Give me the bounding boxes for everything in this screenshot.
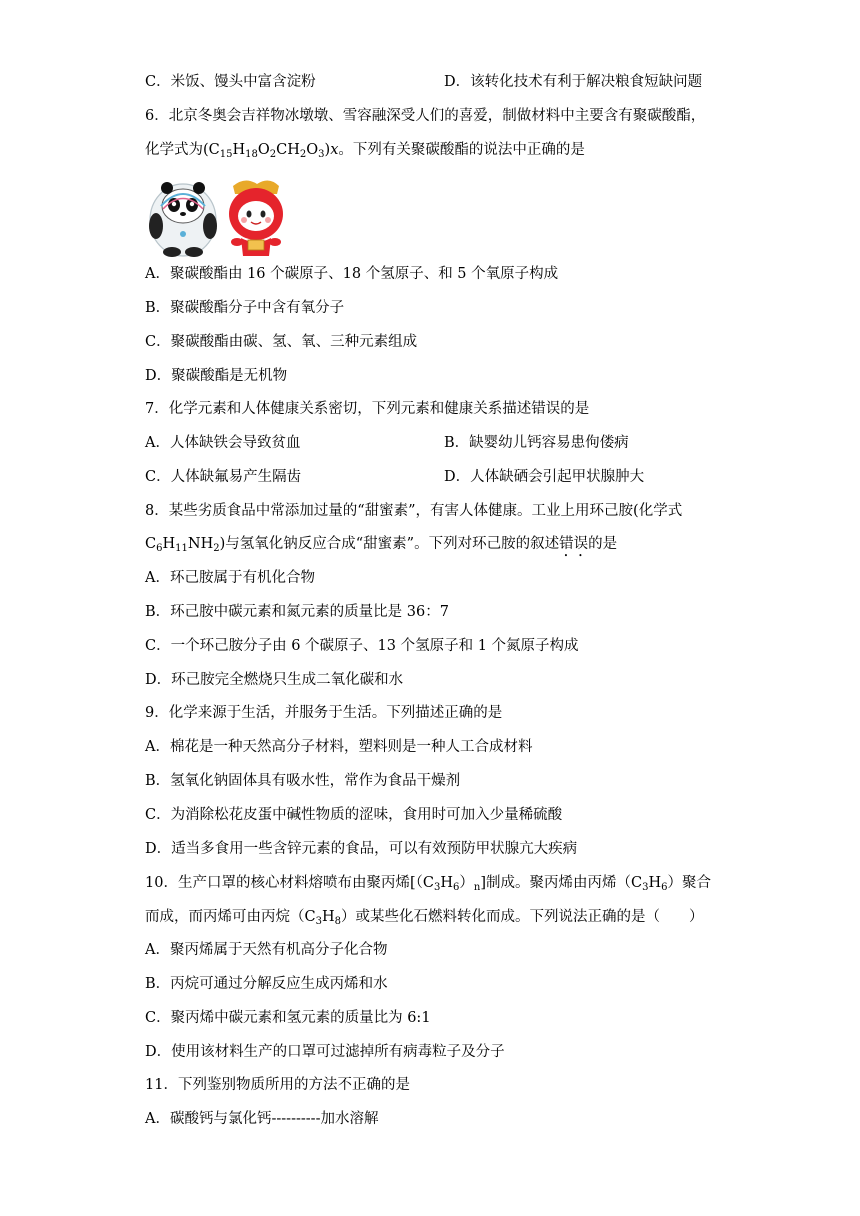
q8-stem-line1: 8．某些劣质食品中常添加过量的“甜蜜素”，有害人体健康。工业上用环己胺(化学式	[145, 503, 683, 519]
q10-option-a: A．聚丙烯属于天然有机高分子化合物	[145, 942, 388, 958]
q9-stem: 9．化学来源于生活，并服务于生活。下列描述正确的是	[145, 705, 503, 721]
q7-option-d: D．人体缺硒会引起甲状腺肿大	[444, 469, 645, 485]
q9-option-b: B．氢氧化钠固体具有吸水性，常作为食品干燥剂	[145, 773, 461, 789]
q8-stem-line2: $C_6H_{11}NH_2$)与氢氧化钠反应合成“甜蜜素”。下列对环己胺的叙述错误的是	[145, 536, 618, 554]
q7-option-c: C．人体缺氟易产生隔齿	[145, 469, 302, 485]
q9-option-d: D．适当多食用一些含锌元素的食品，可以有效预防甲状腺亢大疾病	[145, 841, 578, 857]
q6-option-d: D．聚碳酸酯是无机物	[145, 368, 288, 384]
q7-option-a: A．人体缺铁会导致贫血	[145, 435, 301, 451]
q11-stem: 11．下列鉴别物质所用的方法不正确的是	[145, 1077, 410, 1093]
q5-option-c: C．米饭、馒头中富含淀粉	[145, 74, 316, 90]
shuey-rhon-rhon-mascot	[229, 180, 283, 256]
q9-option-a: A．棉花是一种天然高分子材料，塑料则是一种人工合成材料	[145, 739, 533, 755]
bing-dwen-dwen-mascot	[149, 182, 217, 257]
q7-option-b: B．缺婴幼儿钙容易患佝偻病	[444, 435, 629, 451]
q9-option-c: C．为消除松花皮蛋中碱性物质的涩味，食用时可加入少量稀硫酸	[145, 807, 563, 823]
q7-stem: 7．化学元素和人体健康关系密切，下列元素和健康关系描述错误的是	[145, 401, 590, 417]
q10-option-c: C．聚丙烯中碳元素和氢元素的质量比为 6:1	[145, 1010, 431, 1026]
q5-option-d: D．该转化技术有利于解决粮食短缺问题	[444, 74, 703, 90]
q6-option-b: B．聚碳酸酯分子中含有氧分子	[145, 300, 345, 316]
mascots-image	[145, 176, 295, 258]
q10-stem-line1: 10．生产口罩的核心材料熔喷布由聚丙烯$[(C_3H_6)_n]$制成。聚丙烯由丙烯$(C_3H_6)$聚合	[145, 875, 711, 893]
q6-option-c: C．聚碳酸酯由碳、氢、氧、三种元素组成	[145, 334, 418, 350]
q8-option-b: B．环己胺中碳元素和氮元素的质量比是 36：7	[145, 604, 449, 620]
q10-option-d: D．使用该材料生产的口罩可过滤掉所有病毒粒子及分子	[145, 1044, 505, 1060]
q6-stem-line1: 6．北京冬奥会吉祥物冰墩墩、雪容融深受人们的喜爱，制做材料中主要含有聚碳酸酯，	[145, 108, 706, 124]
q8-option-d: D．环己胺完全燃烧只生成二氧化碳和水	[145, 672, 404, 688]
q8-option-c: C．一个环己胺分子由 6 个碳原子、13 个氢原子和 1 个氮原子构成	[145, 638, 579, 654]
q10-option-b: B．丙烷可通过分解反应生成丙烯和水	[145, 976, 388, 992]
q6-option-a: A．聚碳酸酯由 16 个碳原子、18 个氢原子、和 5 个氧原子构成	[145, 266, 559, 282]
q10-stem-line2: 而成，而丙烯可由丙烷$(C_3H_8)$或某些化石燃料转化而成。下列说法正确的是（ ）	[145, 909, 704, 927]
q8-option-a: A．环己胺属于有机化合物	[145, 570, 315, 586]
q11-option-a: A．碳酸钙与氯化钙----------加水溶解	[145, 1111, 379, 1127]
emphasis-word: 错误	[559, 536, 589, 552]
q6-stem-line2: 化学式为$(C_{15}H_{18}O_2CH_2O_3)x$。下列有关聚碳酸酯的说法中正确的是	[145, 142, 585, 160]
